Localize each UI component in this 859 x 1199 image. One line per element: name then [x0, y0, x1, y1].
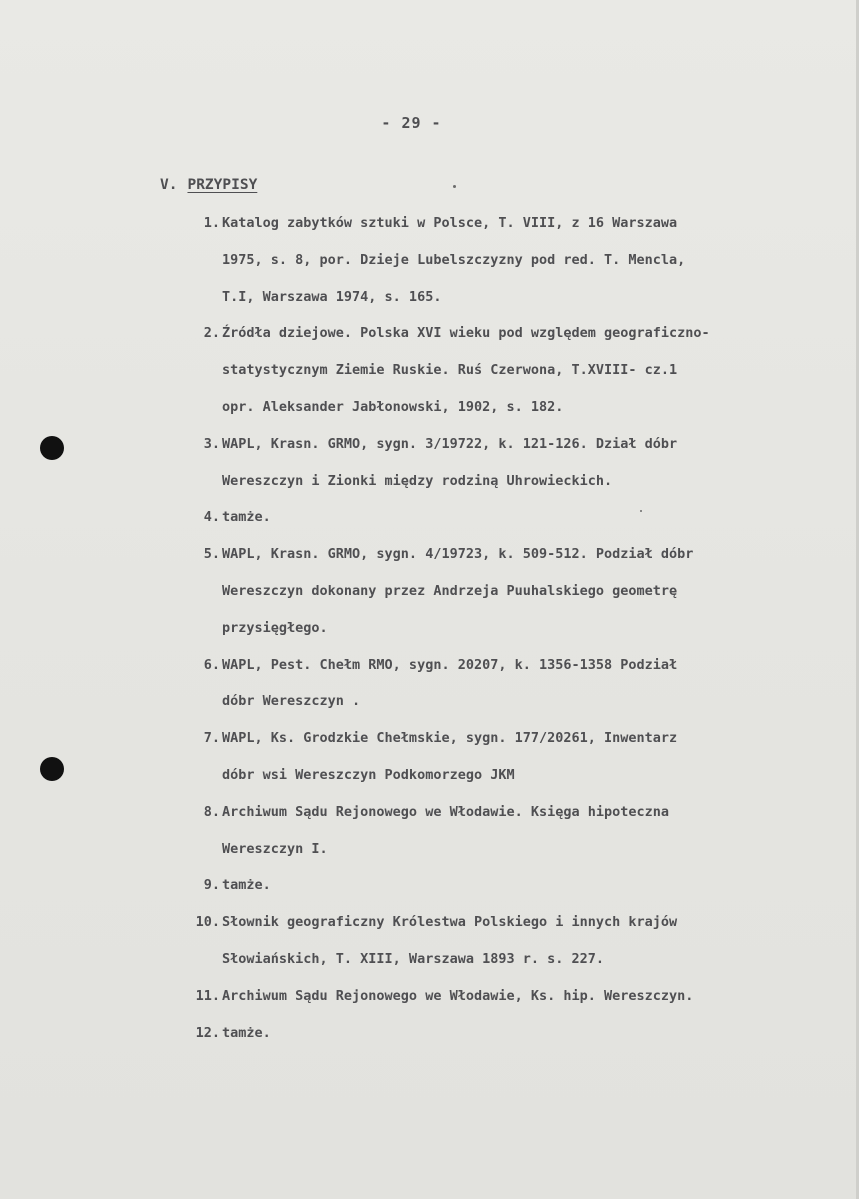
binder-hole-top: [40, 436, 64, 460]
footnote-item: [180, 499, 840, 536]
footnote-item: [180, 794, 840, 868]
footnote-text: Źródła dziejowe. Polska XVI wieku pod względem geograficzno- statystycznym Ziemie Ruskie. Ruś Czerwona, T.XVIII- cz.1 opr. Aleksander Jabłonowski, 1902, s. 182.: [222, 325, 710, 415]
binder-hole-bottom: [40, 757, 64, 781]
footnote-number: 11.: [195, 987, 220, 1004]
footnote-number: 12.: [195, 1024, 220, 1041]
footnote-text: Słownik geograficzny Królestwa Polskiego i innych krajów Słowiańskich, T. XIII, Warszawa 1893 r. s. 227.: [222, 914, 678, 967]
footnote-text: tamże.: [222, 1024, 271, 1041]
section-heading: [160, 177, 257, 193]
footnote-text: WAPL, Pest. Chełm RMO, sygn. 20207, k. 1356-1358 Podział dóbr Wereszczyn .: [222, 656, 678, 710]
footnote-item: [180, 978, 840, 1015]
footnote-item: [180, 867, 840, 904]
footnote-text: Archiwum Sądu Rejonowego we Włodawie, Ks. hip. Wereszczyn.: [222, 987, 694, 1004]
footnote-text: tamże.: [222, 877, 271, 894]
footnotes-list: [180, 205, 840, 1051]
footnote-number: 3.: [203, 435, 220, 452]
footnote-number: 1.: [203, 215, 220, 231]
section-title: PRZYPISY: [187, 177, 258, 193]
footnote-item: [180, 426, 840, 500]
footnote-item: [180, 904, 840, 978]
footnote-text: WAPL, Krasn. GRMO, sygn. 4/19723, k. 509-512. Podział dóbr Wereszczyn dokonany przez Andrzeja Puuhalskiego geometrę przysięgłego.: [222, 546, 694, 636]
footnote-number: 10.: [195, 914, 220, 931]
footnote-number: 2.: [203, 325, 220, 342]
footnote-text: WAPL, Krasn. GRMO, sygn. 3/19722, k. 121-126. Dział dóbr Wereszczyn i Zionki między rodziną Uhrowieckich.: [222, 435, 678, 489]
footnote-text: tamże.: [222, 509, 271, 526]
footnote-number: 6.: [203, 656, 220, 673]
footnote-number: 8.: [203, 803, 220, 820]
footnote-text: WAPL, Ks. Grodzkie Chełmskie, sygn. 177/20261, Inwentarz dóbr wsi Wereszczyn Podkomorzego JKM: [222, 730, 678, 783]
footnote-item: [180, 536, 840, 646]
paper-speck: [453, 185, 456, 188]
footnote-item: [180, 720, 840, 794]
footnote-item: [180, 647, 840, 721]
footnote-number: 9.: [203, 877, 220, 894]
footnote-number: 7.: [203, 730, 220, 747]
footnote-item: [180, 1015, 840, 1052]
footnote-number: 5.: [203, 546, 220, 563]
footnote-text: Katalog zabytków sztuki w Polsce, T. VIII, z 16 Warszawa 1975, s. 8, por. Dzieje Lubelszczyzny pod red. T. Mencla, T.I, Warszawa 1974, s. 165.: [222, 215, 686, 305]
footnote-item: [180, 315, 840, 425]
footnote-text: Archiwum Sądu Rejonowego we Włodawie. Księga hipoteczna Wereszczyn I.: [222, 803, 670, 857]
section-number: V.: [160, 177, 178, 193]
footnote-item: [180, 205, 840, 315]
page-number: - 29 -: [381, 114, 442, 132]
footnote-number: 4.: [203, 509, 220, 526]
